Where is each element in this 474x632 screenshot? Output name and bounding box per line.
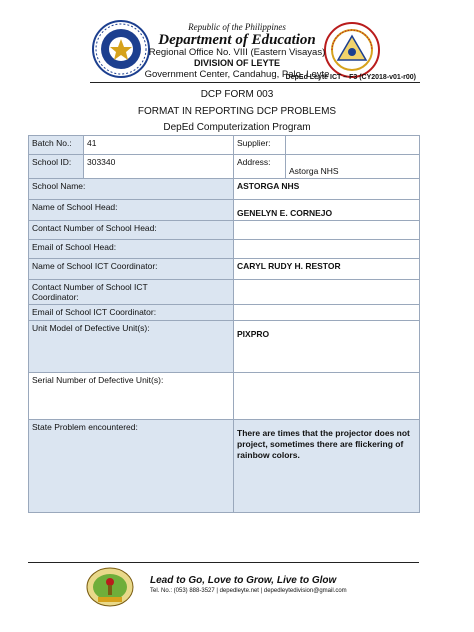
division-name: DIVISION OF LEYTE bbox=[193, 58, 280, 68]
school-name-value: ASTORGA NHS bbox=[234, 179, 420, 200]
supplier-value bbox=[286, 136, 420, 155]
footer-badge-logo bbox=[86, 567, 134, 607]
footer-divider bbox=[28, 562, 419, 563]
form-title: FORMAT IN REPORTING DCP PROBLEMS bbox=[137, 106, 337, 117]
address-value: Astorga NHS bbox=[289, 166, 339, 176]
coordinator-email-value bbox=[234, 305, 420, 321]
header-divider bbox=[90, 82, 420, 83]
head-contact-value bbox=[234, 221, 420, 240]
school-id-label: School ID: bbox=[29, 155, 84, 179]
document-code: DepEd Leyte ICT – F3 (CY2018-v01-r00) bbox=[285, 74, 416, 81]
office-address: Government Center, Candahug, Palo, Leyte bbox=[144, 69, 330, 80]
coordinator-email-label: Email of School ICT Coordinator: bbox=[29, 305, 234, 321]
head-contact-label: Contact Number of School Head: bbox=[29, 221, 234, 240]
regional-office: Regional Office No. VIII (Eastern Visayas) bbox=[148, 47, 326, 58]
dcp-problem-form bbox=[28, 135, 420, 513]
supplier-label: Supplier: bbox=[234, 136, 286, 155]
school-head-value: GENELYN E. CORNEJO bbox=[237, 208, 333, 218]
batch-label: Batch No.: bbox=[29, 136, 84, 155]
footer-contact: Tel. No.: (053) 888-3527 | depedleyte.net | depedleytedivision@gmail.com bbox=[150, 588, 347, 594]
footer-motto: Lead to Go, Love to Grow, Live to Glow bbox=[150, 575, 337, 586]
problem-label: State Problem encountered: bbox=[29, 420, 234, 513]
serial-number-label: Serial Number of Defective Unit(s): bbox=[29, 373, 234, 420]
school-name-label: School Name: bbox=[29, 179, 234, 200]
coordinator-contact-label-line1: Contact Number of School ICT bbox=[32, 282, 148, 292]
problem-description: There are times that the projector does not project, sometimes there are flickering of rainbow colors. bbox=[237, 428, 410, 460]
department-name: Department of Education bbox=[158, 32, 316, 48]
unit-model-label: Unit Model of Defective Unit(s): bbox=[29, 321, 234, 373]
program-name: DepEd Computerization Program bbox=[163, 122, 311, 133]
head-email-label: Email of School Head: bbox=[29, 240, 234, 259]
school-head-label: Name of School Head: bbox=[29, 200, 234, 221]
ict-coordinator-label: Name of School ICT Coordinator: bbox=[29, 259, 234, 280]
form-number: DCP FORM 003 bbox=[200, 89, 274, 100]
republic-line: Republic of the Philippines bbox=[188, 22, 286, 32]
coordinator-contact-value bbox=[234, 280, 420, 305]
address-label: Address: bbox=[234, 155, 286, 179]
school-id-value: 303340 bbox=[84, 155, 234, 179]
coordinator-contact-label-line2: Coordinator: bbox=[32, 292, 79, 302]
head-email-value bbox=[234, 240, 420, 259]
ict-coordinator-value: CARYL RUDY H. RESTOR bbox=[234, 259, 420, 280]
unit-model-value: PIXPRO bbox=[237, 329, 270, 339]
batch-value: 41 bbox=[84, 136, 234, 155]
serial-number-value bbox=[234, 373, 420, 420]
